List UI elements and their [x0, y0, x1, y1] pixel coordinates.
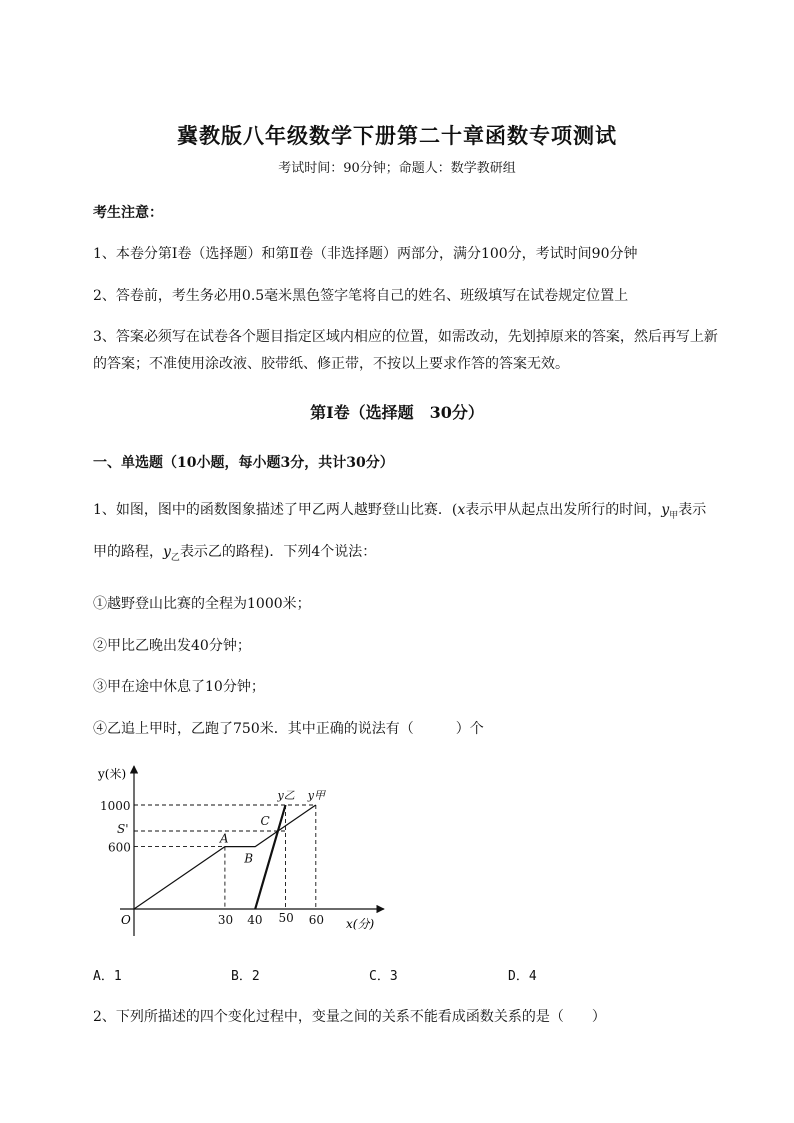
- question-2: 2、下列所描述的四个变化过程中，变量之间的关系不能看成函数关系的是（ ）: [93, 1009, 606, 1025]
- y-tick-1000: 1000: [100, 799, 131, 813]
- q1-var-x: x: [457, 502, 466, 518]
- section-title: 第I卷（选择题 30分）: [310, 403, 484, 422]
- q1-text-b: 表示甲从起点出发所行的时间，: [465, 502, 662, 518]
- question-1-line-1: [93, 499, 706, 521]
- x-axis-label: x(分): [346, 917, 375, 931]
- exam-info: 考试时间：90分钟；命题人：数学教研组: [278, 161, 516, 176]
- origin-label: O: [121, 913, 131, 927]
- q1-sub-yi: 乙: [170, 552, 180, 563]
- x-tick-30: 30: [217, 913, 234, 927]
- page-title: 冀教版八年级数学下册第二十章函数专项测试: [177, 123, 617, 148]
- statement-3: ③甲在途中休息了10分钟；: [93, 679, 265, 695]
- y-axis-label: y(米): [98, 767, 127, 781]
- question-1-line-2: [93, 541, 376, 563]
- q1-text-d: 甲的路程，: [93, 544, 163, 560]
- q1-sub-jia: 甲: [669, 510, 679, 521]
- notice-item-3: 3、答案必须写在试卷各个题目指定区域内相应的位置，如需改动，先划掉原来的答案，然后再写上新: [93, 329, 718, 345]
- option-b[interactable]: B．2: [231, 969, 260, 984]
- part-title: 一、单选题（10小题，每小题3分，共计30分）: [93, 455, 394, 471]
- point-c-label: C: [260, 814, 270, 828]
- notice-item-3-cont: 的答案；不准使用涂改液、胶带纸、修正带，不按以上要求作答的答案无效。: [93, 356, 569, 372]
- option-d[interactable]: D．4: [508, 969, 537, 984]
- x-tick-50: 50: [278, 911, 294, 925]
- q1-text-a: 1、如图，图中的函数图象描述了甲乙两人越野登山比赛．(: [93, 502, 458, 518]
- q1-text-e: 表示乙的路程)．下列4个说法：: [179, 544, 377, 560]
- statement-4: ④乙追上甲时，乙跑了750米．其中正确的说法有（ ）个: [93, 721, 484, 737]
- option-a[interactable]: A．1: [93, 969, 122, 984]
- statement-1: ①越野登山比赛的全程为1000米；: [93, 596, 311, 612]
- q1-text-c: 表示: [678, 502, 707, 518]
- point-b-label: B: [244, 851, 254, 866]
- statement-2: ②甲比乙晚出发40分钟；: [93, 638, 251, 654]
- point-a-label: A: [219, 831, 229, 846]
- function-graph: [90, 758, 400, 943]
- q1-var-y-yi: y: [163, 544, 171, 560]
- notice-item-2: 2、答卷前，考生务必用0.5毫米黑色签字笔将自己的姓名、班级填写在试卷规定位置上: [93, 288, 629, 304]
- q1-var-y-jia: y: [661, 502, 670, 518]
- series-yi-label: y乙: [277, 789, 295, 802]
- series-jia-label: y甲: [307, 789, 326, 802]
- y-tick-s: S': [117, 822, 129, 836]
- notice-item-1: 1、本卷分第I卷（选择题）和第Ⅱ卷（非选择题）两部分，满分100分，考试时间90分钟: [93, 246, 638, 262]
- option-c[interactable]: C．3: [369, 969, 398, 984]
- y-tick-600: 600: [108, 840, 131, 855]
- x-tick-40: 40: [247, 913, 263, 927]
- x-tick-60: 60: [308, 913, 325, 927]
- notice-heading: 考生注意：: [93, 205, 163, 221]
